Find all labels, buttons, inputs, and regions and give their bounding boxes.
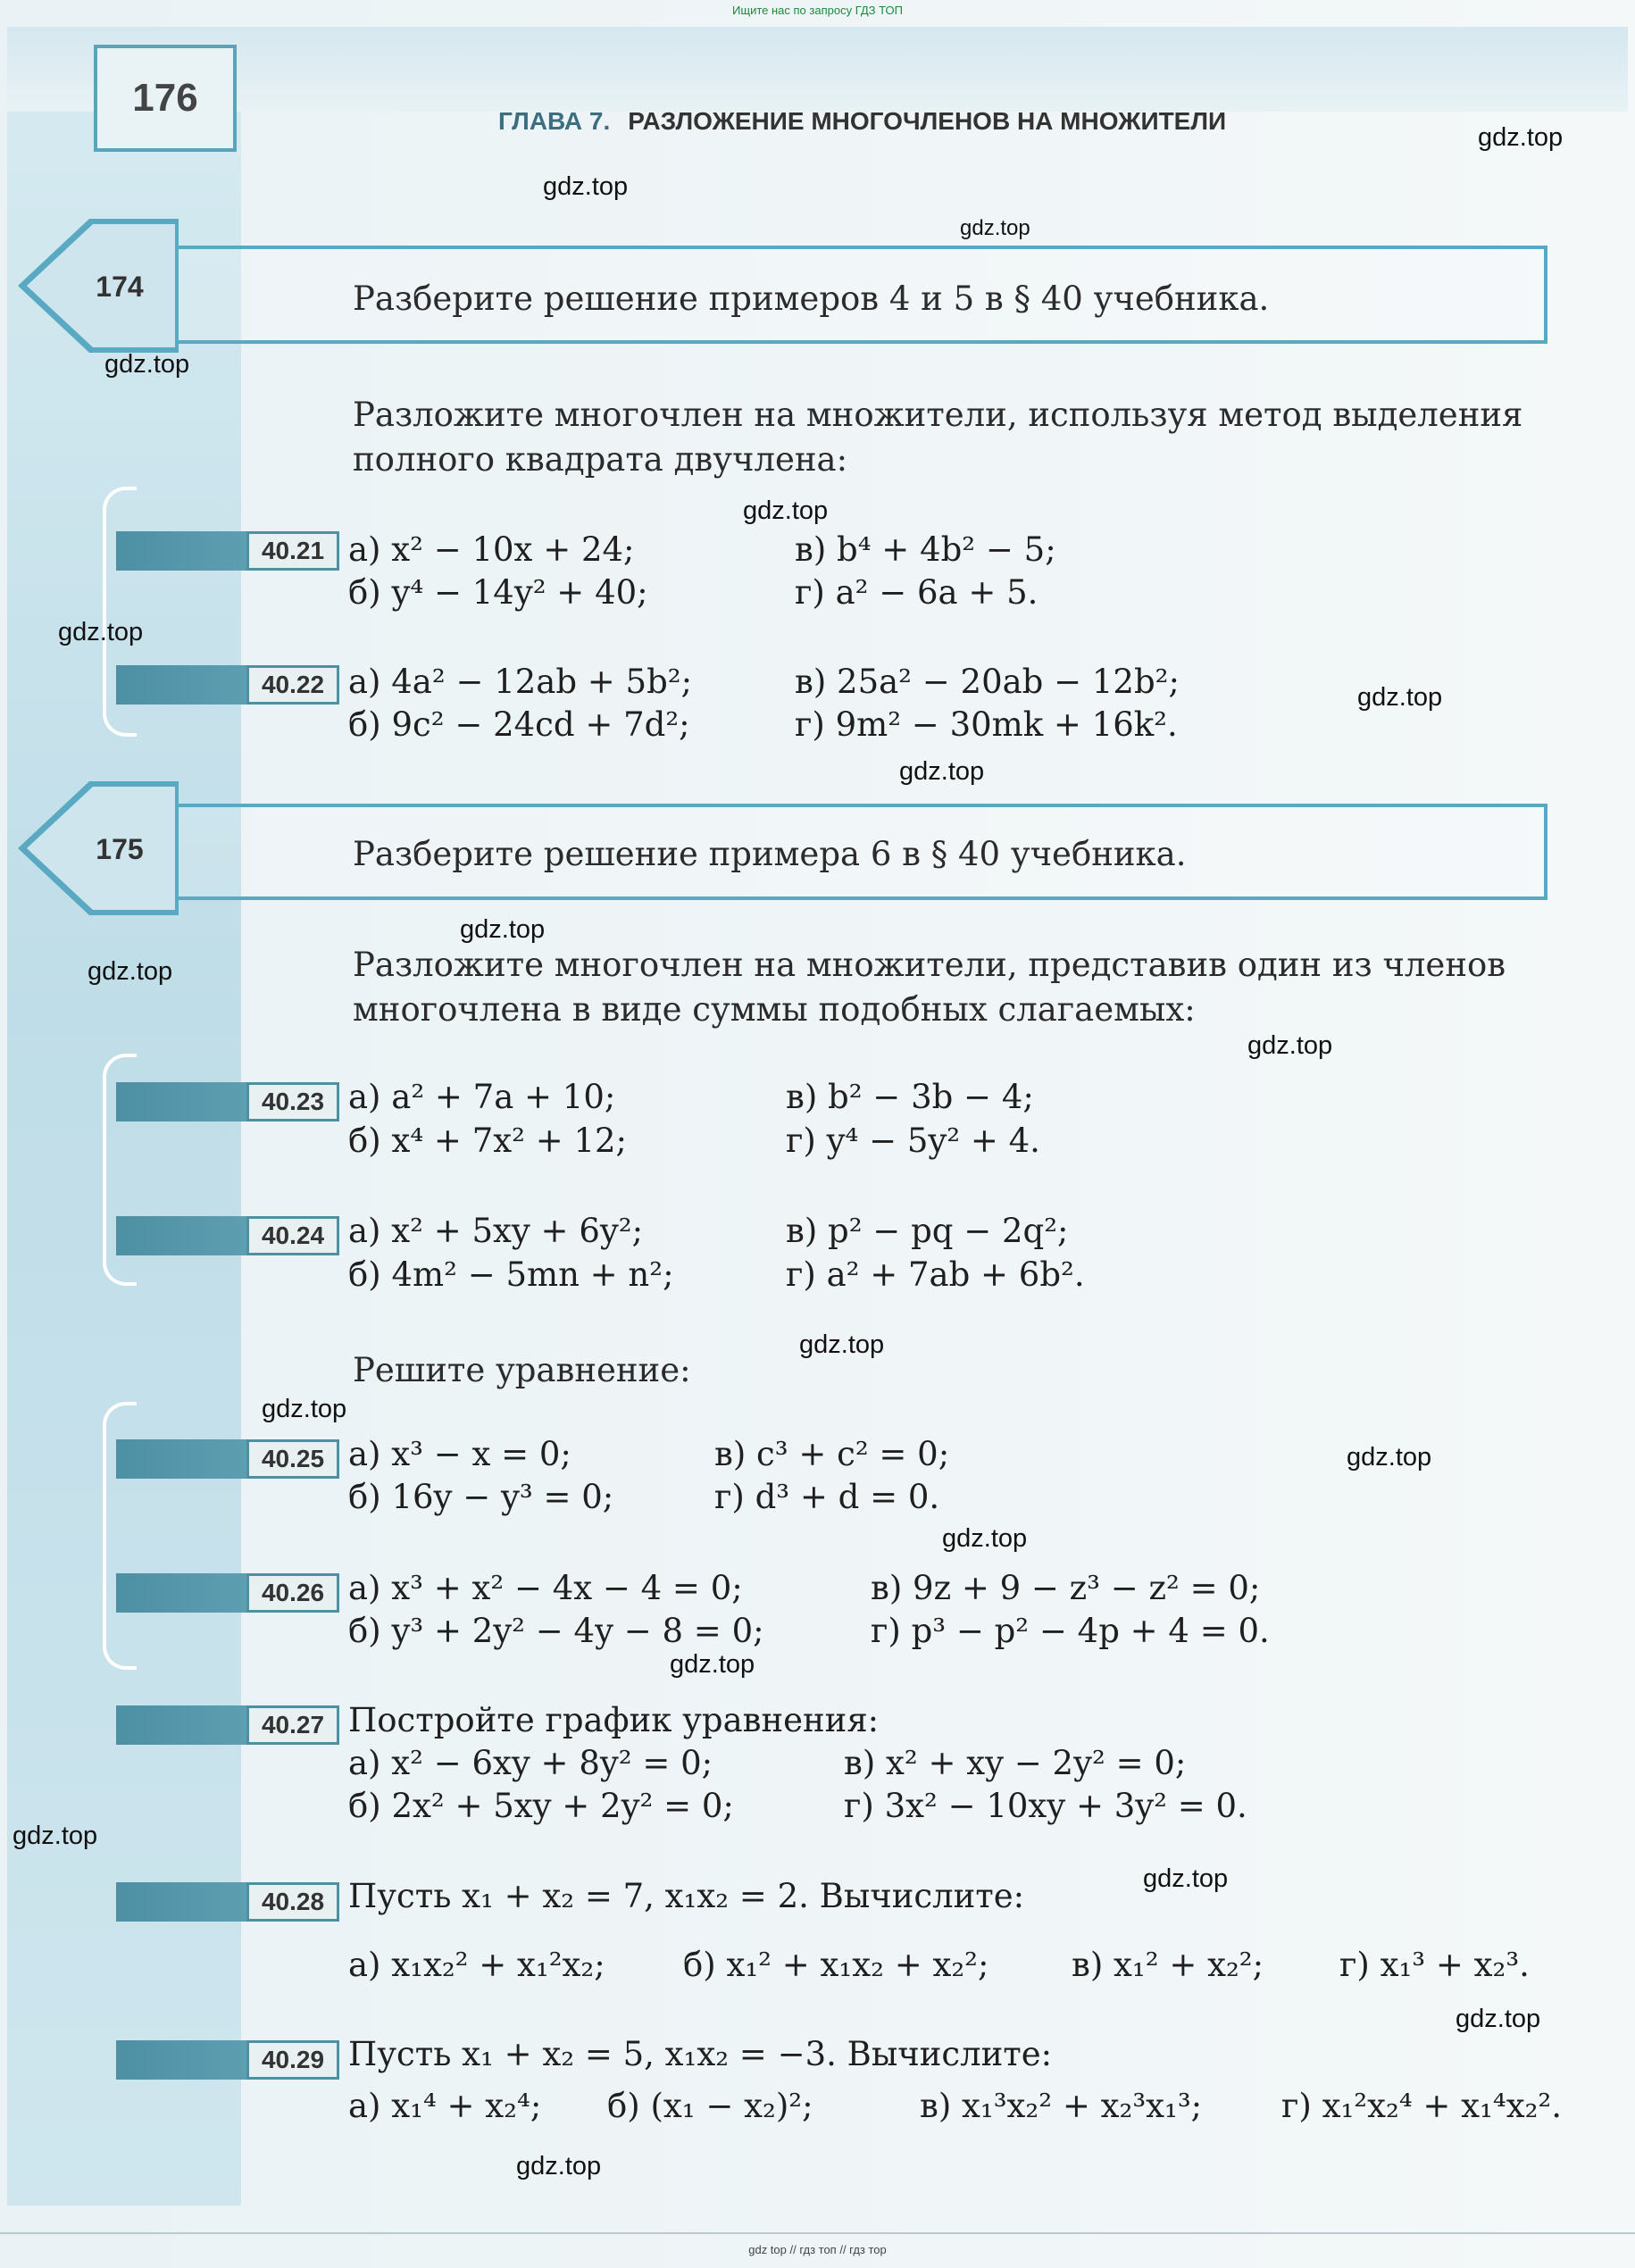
problem-40-21-a: а) x² − 10x + 24; [348,530,635,569]
problem-40-26-number: 40.26 [246,1573,339,1613]
instruction-3: Решите уравнение: [353,1351,691,1389]
problem-40-22-a: а) 4a² − 12ab + 5b²; [348,663,693,701]
problem-40-24-number: 40.24 [246,1216,339,1255]
problem-40-29-title: Пусть x₁ + x₂ = 5, x₁x₂ = −3. Вычислите: [348,2035,1053,2073]
instruction-2-line-2: многочлена в виде суммы подобных слагаемых: [353,990,1196,1029]
watermark: gdz.top [670,1650,755,1679]
problem-40-21-v: в) b⁴ + 4b² − 5; [795,530,1056,569]
section-175-number: 175 [96,832,144,865]
watermark: gdz.top [58,618,144,646]
problem-40-25-b: б) 16y − y³ = 0; [348,1478,614,1516]
problem-40-21-bar [116,531,339,571]
problem-40-29-number: 40.29 [246,2040,339,2080]
watermark: gdz.top [543,172,629,201]
footer-note: gdz top // гдз топ // гдз тор [748,2243,887,2256]
problem-40-27-b: б) 2x² + 5xy + 2y² = 0; [348,1787,734,1825]
problem-40-23-number: 40.23 [246,1082,339,1121]
chapter-label: ГЛАВА 7. [498,107,611,135]
watermark: gdz.top [1143,1864,1229,1893]
bottom-rule [0,2232,1635,2234]
watermark: gdz.top [743,496,829,525]
problem-40-25-number: 40.25 [246,1439,339,1479]
problem-40-28-a: а) x₁x₂² + x₁²x₂; [348,1946,605,1984]
watermark: gdz.top [516,2152,602,2180]
problem-40-26-g: г) p³ − p² − 4p + 4 = 0. [871,1612,1270,1650]
problem-40-29-a: а) x₁⁴ + x₂⁴; [348,2087,542,2125]
problem-40-21-g: г) a² − 6a + 5. [795,573,1039,612]
problem-40-24-a: а) x² + 5xy + 6y²; [348,1212,644,1250]
watermark: gdz.top [13,1822,98,1850]
problem-40-25-bar [116,1439,339,1479]
instruction-1-line-2: полного квадрата двучлена: [353,440,848,479]
problem-40-23-a: а) a² + 7a + 10; [348,1078,616,1116]
problem-40-25-a: а) x³ − x = 0; [348,1435,571,1473]
problem-40-22-b: б) 9c² − 24cd + 7d²; [348,705,690,744]
watermark: gdz.top [960,216,1030,240]
problem-40-24-g: г) a² + 7ab + 6b². [786,1255,1085,1294]
problem-40-28-number: 40.28 [246,1882,339,1922]
problem-40-25-g: г) d³ + d = 0. [714,1478,940,1516]
problem-40-21-b: б) y⁴ − 14y² + 40; [348,573,648,612]
problem-40-27-a: а) x² − 6xy + 8y² = 0; [348,1744,713,1782]
problem-40-22-g: г) 9m² − 30mk + 16k². [795,705,1178,744]
problem-40-25-v: в) c³ + c² = 0; [714,1435,950,1473]
section-174-number: 174 [96,270,144,303]
problem-40-26-v: в) 9z + 9 − z³ − z² = 0; [871,1569,1261,1607]
problem-40-28-v: в) x₁² + x₂²; [1072,1946,1264,1984]
problem-40-23-g: г) y⁴ − 5y² + 4. [786,1121,1040,1160]
watermark: gdz.top [104,350,190,379]
chapter-heading [498,107,1226,136]
section-175-text: Разберите решение примера 6 в § 40 учебника. [353,835,1187,873]
problem-40-28-b: б) x₁² + x₁x₂ + x₂²; [683,1946,989,1984]
watermark: gdz.top [262,1395,347,1423]
problem-40-27-title: Постройте график уравнения: [348,1701,880,1739]
problem-40-23-b: б) x⁴ + 7x² + 12; [348,1121,628,1160]
problem-40-28-bar [116,1882,339,1922]
section-174-arrow [18,219,179,353]
problem-40-26-b: б) y³ + 2y² − 4y − 8 = 0; [348,1612,764,1650]
watermark: gdz.top [1347,1443,1432,1472]
watermark: gdz.top [1456,2005,1541,2033]
section-175-arrow [18,781,179,915]
problem-40-29-bar [116,2040,339,2080]
watermark: gdz.top [1357,683,1443,712]
instruction-1-line-1: Разложите многочлен на множители, используя метод выделения [353,396,1523,434]
problem-40-29-b: б) (x₁ − x₂)²; [607,2087,813,2125]
watermark: gdz.top [942,1524,1028,1553]
top-note: Ищите нас по запросу ГДЗ ТОП [732,4,903,17]
chapter-title: РАЗЛОЖЕНИЕ МНОГОЧЛЕНОВ НА МНОЖИТЕЛИ [628,107,1227,135]
watermark: gdz.top [899,757,985,786]
problem-40-27-number: 40.27 [246,1705,339,1745]
problem-40-27-v: в) x² + xy − 2y² = 0; [844,1744,1187,1782]
section-174-text: Разберите решение примеров 4 и 5 в § 40 учебника. [353,279,1270,318]
problem-40-29-g: г) x₁²x₂⁴ + x₁⁴x₂². [1281,2087,1562,2125]
problem-40-21-number: 40.21 [246,531,339,571]
watermark: gdz.top [460,915,546,944]
problem-40-22-v: в) 25a² − 20ab − 12b²; [795,663,1180,701]
problem-40-24-v: в) p² − pq − 2q²; [786,1212,1069,1250]
problem-40-27-g: г) 3x² − 10xy + 3y² = 0. [844,1787,1247,1825]
problem-40-23-v: в) b² − 3b − 4; [786,1078,1034,1116]
watermark: gdz.top [88,957,173,986]
problem-40-27-bar [116,1705,339,1745]
problem-40-26-a: а) x³ + x² − 4x − 4 = 0; [348,1569,743,1607]
top-header-band [7,27,1628,112]
problem-40-28-title: Пусть x₁ + x₂ = 7, x₁x₂ = 2. Вычислите: [348,1877,1025,1915]
watermark: gdz.top [1247,1031,1333,1060]
watermark: gdz.top [799,1330,885,1359]
problem-40-29-v: в) x₁³x₂² + x₂³x₁³; [920,2087,1203,2125]
problem-40-26-bar [116,1573,339,1613]
page-number: 176 [94,45,237,152]
problem-40-24-bar [116,1216,339,1255]
problem-40-28-g: г) x₁³ + x₂³. [1339,1946,1530,1984]
problem-40-24-b: б) 4m² − 5mn + n²; [348,1255,674,1294]
problem-40-22-number: 40.22 [246,665,339,705]
problem-40-22-bar [116,665,339,705]
watermark: gdz.top [1478,123,1564,152]
problem-40-23-bar [116,1082,339,1121]
instruction-2-line-1: Разложите многочлен на множители, представив один из членов [353,946,1506,984]
